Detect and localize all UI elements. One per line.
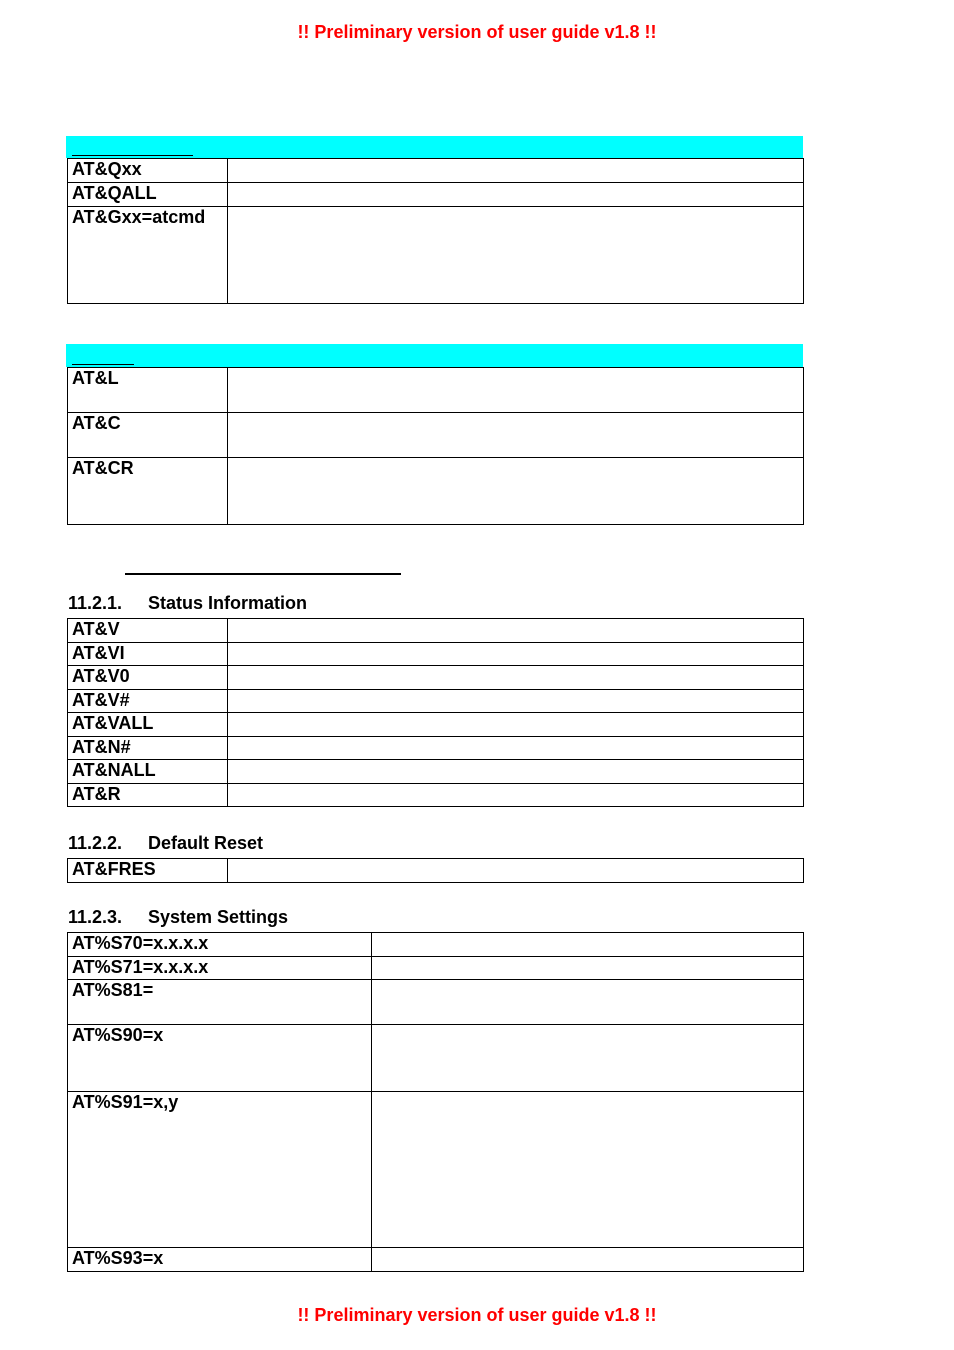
section-title: Default Reset — [148, 833, 264, 853]
command-cell: AT%S81= — [68, 980, 372, 1025]
description-cell — [228, 666, 804, 690]
description-cell — [228, 207, 804, 304]
command-cell: AT%S70=x.x.x.x — [68, 933, 372, 957]
description-cell — [228, 760, 804, 784]
description-cell — [372, 980, 804, 1025]
description-cell — [228, 159, 804, 183]
table-header-bar — [66, 136, 803, 158]
status-information-table — [67, 618, 804, 807]
command-cell: AT&C — [68, 413, 228, 458]
header-underline — [72, 155, 193, 156]
description-cell — [372, 957, 804, 980]
command-cell: AT%S93=x — [68, 1248, 372, 1272]
command-cell: AT%S90=x — [68, 1025, 372, 1092]
description-cell — [228, 413, 804, 458]
section-number: 11.2.2. — [68, 833, 123, 853]
command-cell: AT&FRES — [68, 859, 228, 883]
preliminary-banner-bottom: !! Preliminary version of user guide v1.8 !! — [297, 1305, 657, 1325]
command-table-group — [67, 158, 804, 304]
description-cell — [228, 183, 804, 207]
description-cell — [372, 1248, 804, 1272]
command-table-config — [67, 367, 804, 525]
command-cell: AT&N# — [68, 737, 228, 760]
command-cell: AT&Gxx=atcmd — [68, 207, 228, 304]
command-cell: AT&NALL — [68, 760, 228, 784]
description-cell — [228, 859, 804, 883]
section-title: System Settings — [148, 907, 289, 927]
description-cell — [228, 458, 804, 525]
command-cell: AT&V — [68, 619, 228, 643]
section-number: 11.2.1. — [68, 593, 123, 613]
default-reset-table — [67, 858, 804, 883]
command-cell: AT&V0 — [68, 666, 228, 690]
command-cell: AT&Qxx — [68, 159, 228, 183]
description-cell — [228, 737, 804, 760]
description-cell — [228, 784, 804, 807]
command-cell: AT%S91=x,y — [68, 1092, 372, 1248]
description-cell — [228, 643, 804, 666]
command-cell: AT&QALL — [68, 183, 228, 207]
section-heading-system — [68, 907, 288, 928]
header-underline — [72, 364, 134, 365]
description-cell — [228, 713, 804, 737]
section-title: Status Information — [148, 593, 308, 613]
command-cell: AT&R — [68, 784, 228, 807]
section-heading-status — [68, 593, 307, 614]
section-divider-line — [125, 573, 401, 575]
description-cell — [228, 368, 804, 413]
preliminary-banner-top: !! Preliminary version of user guide v1.8 !! — [297, 22, 657, 42]
description-cell — [372, 933, 804, 957]
section-number: 11.2.3. — [68, 907, 123, 927]
system-settings-table — [67, 932, 804, 1272]
command-cell: AT&CR — [68, 458, 228, 525]
command-cell: AT&L — [68, 368, 228, 413]
description-cell — [228, 690, 804, 713]
command-cell: AT&VI — [68, 643, 228, 666]
command-cell: AT&V# — [68, 690, 228, 713]
description-cell — [372, 1025, 804, 1092]
description-cell — [228, 619, 804, 643]
command-cell: AT&VALL — [68, 713, 228, 737]
table-header-bar — [66, 344, 803, 367]
section-heading-reset — [68, 833, 263, 854]
description-cell — [372, 1092, 804, 1248]
command-cell: AT%S71=x.x.x.x — [68, 957, 372, 980]
